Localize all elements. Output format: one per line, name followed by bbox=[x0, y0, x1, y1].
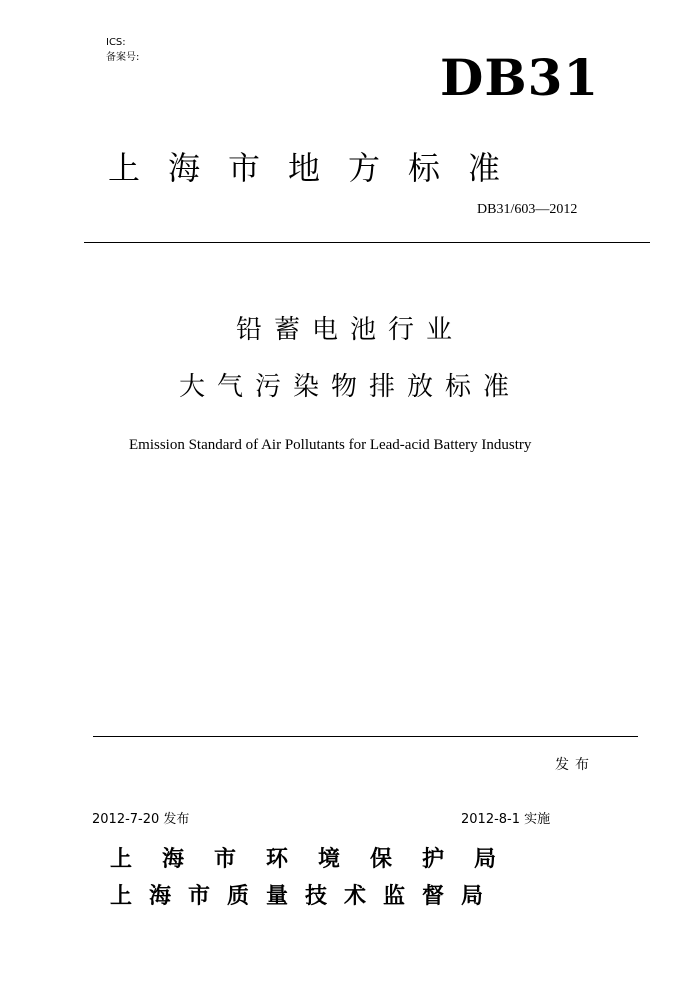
issuer-quality-bureau: 上海市质量技术监督局 bbox=[110, 883, 501, 909]
bottom-divider bbox=[93, 736, 638, 737]
ics-label: ICS: bbox=[106, 37, 126, 48]
issuer-environmental-bureau: 上海市环境保护局 bbox=[110, 846, 527, 872]
english-title: Emission Standard of Air Pollutants for Lead-acid Battery Industry bbox=[129, 437, 532, 453]
standard-code-logo: DB31 bbox=[440, 48, 600, 107]
issue-date: 2012-7-20 发布 bbox=[92, 812, 190, 827]
publish-label: 发布 bbox=[555, 757, 595, 773]
record-number-label: 备案号: bbox=[106, 52, 140, 63]
standard-category-title: 上海市地方标准 bbox=[108, 149, 529, 187]
effective-date: 2012-8-1 实施 bbox=[461, 812, 551, 827]
title-line-1: 铅蓄电池行业 bbox=[235, 315, 464, 345]
standard-number: DB31/603—2012 bbox=[477, 202, 578, 217]
top-divider bbox=[84, 242, 650, 243]
title-line-2: 大气污染物排放标准 bbox=[178, 372, 521, 402]
